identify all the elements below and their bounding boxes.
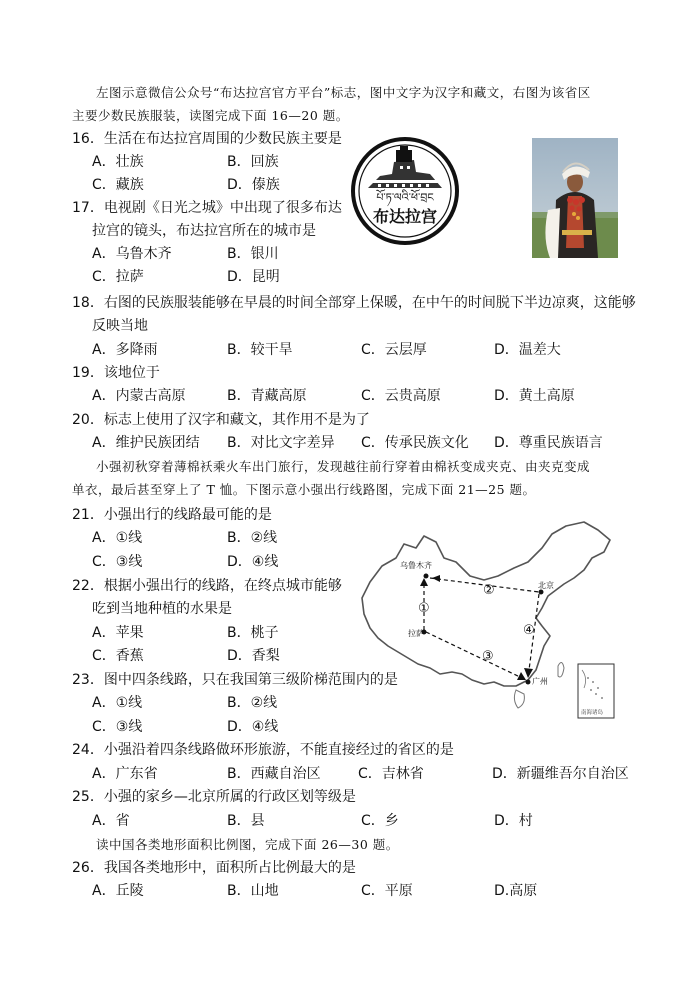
q21-option-c: C．③线 — [92, 554, 143, 570]
route-1-arrow — [420, 578, 428, 586]
route-3-arrow — [517, 672, 526, 680]
logo-tibetan-text: པོ་ཏ་ལའི་ཕོ་བྲང — [376, 191, 434, 204]
q16-option-b: B．回族 — [227, 154, 279, 170]
q16-option-a: A．壮族 — [92, 154, 144, 170]
label-beijing: 北京 — [538, 581, 554, 590]
q23-option-c: C．③线 — [92, 719, 143, 735]
q25-option-d: D．村 — [494, 813, 533, 829]
q16-option-d: D．傣族 — [227, 177, 280, 193]
q21-stem: 21．小强出行的线路最可能的是 — [72, 507, 272, 523]
q21-option-d: D．④线 — [227, 554, 279, 570]
q26-option-b: B．山地 — [227, 883, 279, 899]
q23-option-a: A．①线 — [92, 695, 143, 711]
q25-stem: 25．小强的家乡—北京所属的行政区划等级是 — [72, 789, 356, 805]
q24-stem: 24．小强沿着四条线路做环形旅游，不能直接经过的省区的是 — [72, 742, 454, 758]
route-2-arrow — [432, 575, 440, 582]
q25-option-b: B．县 — [227, 813, 265, 829]
q26-option-d: D.高原 — [494, 883, 538, 899]
route-3-line — [426, 632, 522, 678]
urumqi-dot — [424, 574, 429, 579]
label-route-4: ④ — [523, 623, 535, 638]
intro-21-25-line1: 小强初秋穿着薄棉袄乘火车出门旅行，发现越往前行穿着由棉袄变成夹克、由夹克变成 — [96, 459, 591, 474]
q20-stem: 20．标志上使用了汉字和藏文，其作用不是为了 — [72, 412, 370, 428]
q20-option-a: A．维护民族团结 — [92, 435, 200, 451]
q16-stem: 16．生活在布达拉宫周围的少数民族主要是 — [72, 131, 342, 147]
q22-stem-line2: 吃到当地种植的水果是 — [92, 601, 232, 617]
q18-option-c: C．云层厚 — [361, 342, 427, 358]
label-route-2: ② — [483, 583, 495, 598]
label-lhasa: 拉萨 — [408, 629, 424, 638]
q23-option-b: B．②线 — [227, 695, 278, 711]
q20-option-b: B．对比文字差异 — [227, 435, 335, 451]
q16-option-c: C．藏族 — [92, 177, 144, 193]
q17-stem-line2: 拉宫的镜头，布达拉宫所在的城市是 — [92, 223, 316, 239]
q19-option-d: D．黄土高原 — [494, 388, 575, 404]
q24-option-c: C．吉林省 — [358, 766, 424, 782]
intro-26-30: 读中国各类地形面积比例图，完成下面 26—30 题。 — [96, 837, 399, 852]
q18-option-a: A．多降雨 — [92, 342, 158, 358]
tibetan-costume-photo — [532, 138, 618, 258]
china-route-map — [352, 518, 622, 728]
q24-option-a: A．广东省 — [92, 766, 158, 782]
q18-stem-line2: 反映当地 — [92, 318, 148, 334]
q22-stem-line1: 22．根据小强出行的线路，在终点城市能够 — [72, 578, 342, 594]
q21-option-b: B．②线 — [227, 530, 278, 546]
q20-option-d: D．尊重民族语言 — [494, 435, 603, 451]
q22-option-b: B．桃子 — [227, 625, 279, 641]
label-urumqi: 乌鲁木齐 — [400, 561, 432, 570]
taiwan-outline — [558, 662, 564, 677]
q24-option-b: B．西藏自治区 — [227, 766, 321, 782]
potala-logo — [350, 136, 460, 246]
beijing-dot — [539, 590, 544, 595]
q19-option-c: C．云贵高原 — [361, 388, 441, 404]
q22-option-a: A．苹果 — [92, 625, 144, 641]
q17-option-c: C．拉萨 — [92, 269, 144, 285]
q25-option-c: C．乡 — [361, 813, 399, 829]
q23-option-d: D．④线 — [227, 719, 279, 735]
intro-21-25-line2: 单衣，最后甚至穿上了 T 恤。下图示意小强出行线路图，完成下面 21—25 题。 — [72, 482, 536, 497]
logo-chinese-text: 布达拉宫 — [372, 207, 438, 226]
q26-option-a: A．丘陵 — [92, 883, 144, 899]
q22-option-c: C．香蕉 — [92, 648, 144, 664]
q24-option-d: D．新疆维吾尔自治区 — [492, 766, 629, 782]
guangzhou-dot — [526, 680, 531, 685]
q18-option-d: D．温差大 — [494, 342, 561, 358]
q18-option-b: B．较干旱 — [227, 342, 293, 358]
label-route-1: ① — [418, 601, 430, 616]
inset-label: 南海诸岛 — [581, 710, 604, 716]
q19-stem: 19．该地位于 — [72, 365, 160, 381]
intro-16-20-line2: 主要少数民族服装，读图完成下面 16—20 题。 — [72, 108, 349, 123]
q26-option-c: C．平原 — [361, 883, 413, 899]
intro-16-20-line1: 左图示意微信公众号“布达拉宫官方平台”标志，图中文字为汉字和藏文，右图为该省区 — [96, 85, 591, 100]
q25-option-a: A．省 — [92, 813, 130, 829]
q22-option-d: D．香梨 — [227, 648, 280, 664]
hainan-outline — [514, 690, 524, 708]
q17-option-d: D．昆明 — [227, 269, 280, 285]
label-route-3: ③ — [482, 649, 494, 664]
q18-stem-line1: 18．右图的民族服装能够在早晨的时间全部穿上保暖，在中午的时间脱下半边凉爽，这能够 — [72, 295, 636, 311]
q17-stem-line1: 17．电视剧《日光之城》中出现了很多布达 — [72, 200, 342, 216]
q21-option-a: A．①线 — [92, 530, 143, 546]
q20-option-c: C．传承民族文化 — [361, 435, 469, 451]
q23-stem: 23．图中四条线路，只在我国第三级阶梯范围内的是 — [72, 672, 398, 688]
q19-option-a: A．内蒙古高原 — [92, 388, 186, 404]
label-guangzhou: 广州 — [532, 677, 548, 686]
q17-option-b: B．银川 — [227, 246, 279, 262]
q17-option-a: A．乌鲁木齐 — [92, 246, 172, 262]
q19-option-b: B．青藏高原 — [227, 388, 307, 404]
q26-stem: 26．我国各类地形中，面积所占比例最大的是 — [72, 860, 356, 876]
